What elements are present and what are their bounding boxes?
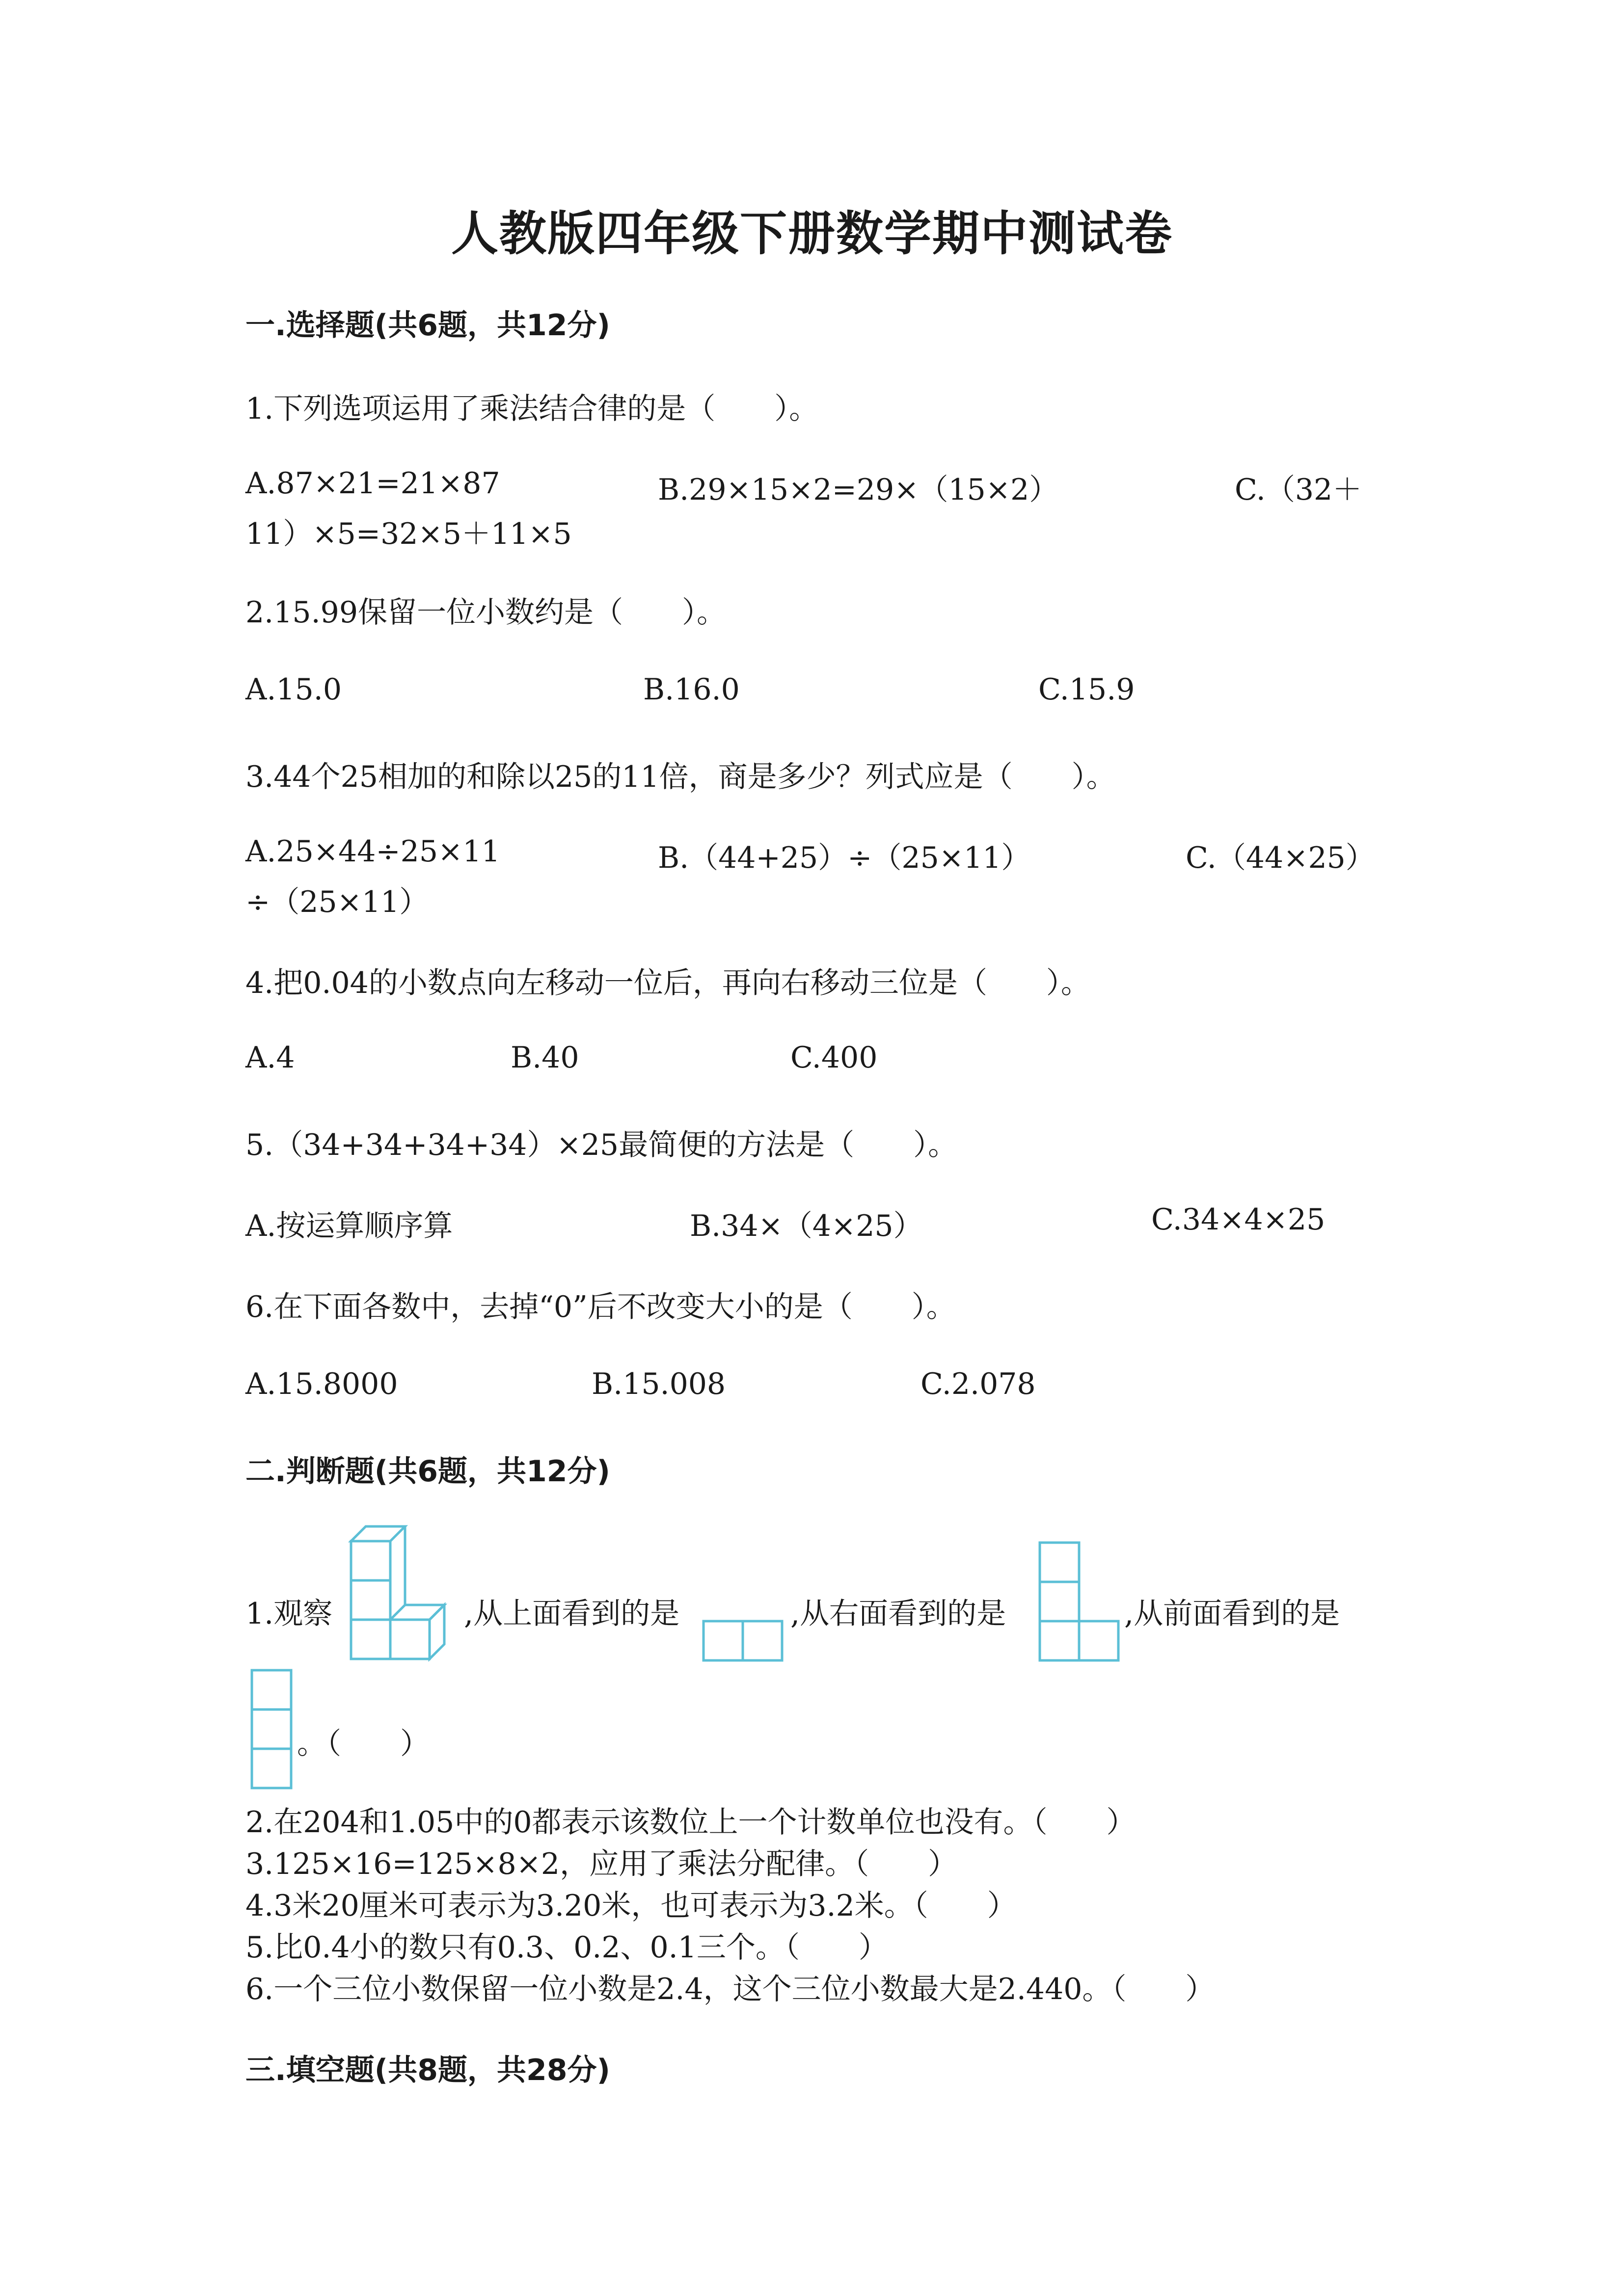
right-view-figure [1038, 1541, 1122, 1664]
question-3-option-c: C.（44×25） [1186, 841, 1375, 875]
cube-stack-figure [346, 1522, 452, 1669]
question-4-stem: 4.把0.04的小数点向左移动一位后，再向右移动三位是（ ）。 [245, 966, 1090, 1000]
section-heading-choice: 一.选择题(共6题，共12分) [245, 308, 610, 343]
judgment-1-text-e: 。（ ） [297, 1727, 430, 1761]
question-3-option-a: A.25×44÷25×11 [245, 834, 500, 869]
judgment-3: 3.125×16=125×8×2，应用了乘法分配律。（ ） [245, 1847, 958, 1881]
question-3-option-b: B.（44+25）÷（25×11） [658, 841, 1031, 875]
question-4-option-c: C.400 [790, 1041, 878, 1075]
question-6-option-c: C.2.078 [920, 1367, 1036, 1401]
judgment-4: 4.3米20厘米可表示为3.20米，也可表示为3.2米。（ ） [245, 1889, 1017, 1923]
question-2-option-b: B.16.0 [643, 672, 740, 707]
question-5-stem: 5.（34+34+34+34）×25最简便的方法是（ ）。 [245, 1128, 958, 1162]
question-3-stem: 3.44个25相加的和除以25的11倍，商是多少？列式应是（ ）。 [245, 760, 1116, 794]
question-6-option-b: B.15.008 [592, 1367, 726, 1401]
judgment-2: 2.在204和1.05中的0都表示该数位上一个计数单位也没有。（ ） [245, 1805, 1136, 1840]
question-6-stem: 6.在下面各数中，去掉“0”后不改变大小的是（ ）。 [245, 1290, 956, 1324]
question-2-option-c: C.15.9 [1038, 672, 1135, 707]
front-view-figure [250, 1669, 295, 1791]
question-1-option-a: A.87×21=21×87 [245, 466, 500, 501]
question-5-option-b: B.34×（4×25） [690, 1209, 923, 1243]
question-4-option-a: A.4 [245, 1041, 295, 1075]
judgment-1-text-c: ,从右面看到的是 [790, 1597, 1006, 1631]
question-1-option-c: C.（32＋ [1235, 473, 1362, 507]
top-view-figure [702, 1620, 785, 1664]
judgment-1-text-d: ,从前面看到的是 [1124, 1597, 1340, 1631]
question-3-option-c-cont: ÷（25×11） [245, 885, 429, 919]
judgment-1-text-a: 1.观察 [245, 1597, 333, 1631]
section-heading-fill-blank: 三.填空题(共8题，共28分) [245, 2053, 610, 2087]
question-2-stem: 2.15.99保留一位小数约是（ ）。 [245, 595, 727, 630]
question-6-option-a: A.15.8000 [245, 1367, 398, 1401]
question-5-option-c: C.34×4×25 [1151, 1202, 1326, 1237]
judgment-1-text-b: ,从上面看到的是 [464, 1597, 680, 1631]
question-5-option-a: A.按运算顺序算 [245, 1209, 453, 1243]
question-2-option-a: A.15.0 [245, 672, 342, 707]
question-1-stem: 1.下列选项运用了乘法结合律的是（ ）。 [245, 392, 819, 426]
page-title: 人教版四年级下册数学期中测试卷 [451, 206, 1173, 261]
judgment-5: 5.比0.4小的数只有0.3、0.2、0.1三个。（ ） [245, 1930, 888, 1965]
judgment-6: 6.一个三位小数保留一位小数是2.4，这个三位小数最大是2.440。（ ） [245, 1972, 1215, 2006]
question-1-option-c-cont: 11）×5=32×5＋11×5 [245, 517, 572, 551]
section-heading-judgment: 二.判断题(共6题，共12分) [245, 1454, 610, 1489]
question-1-option-b: B.29×15×2=29×（15×2） [658, 473, 1059, 507]
question-4-option-b: B.40 [511, 1041, 579, 1075]
